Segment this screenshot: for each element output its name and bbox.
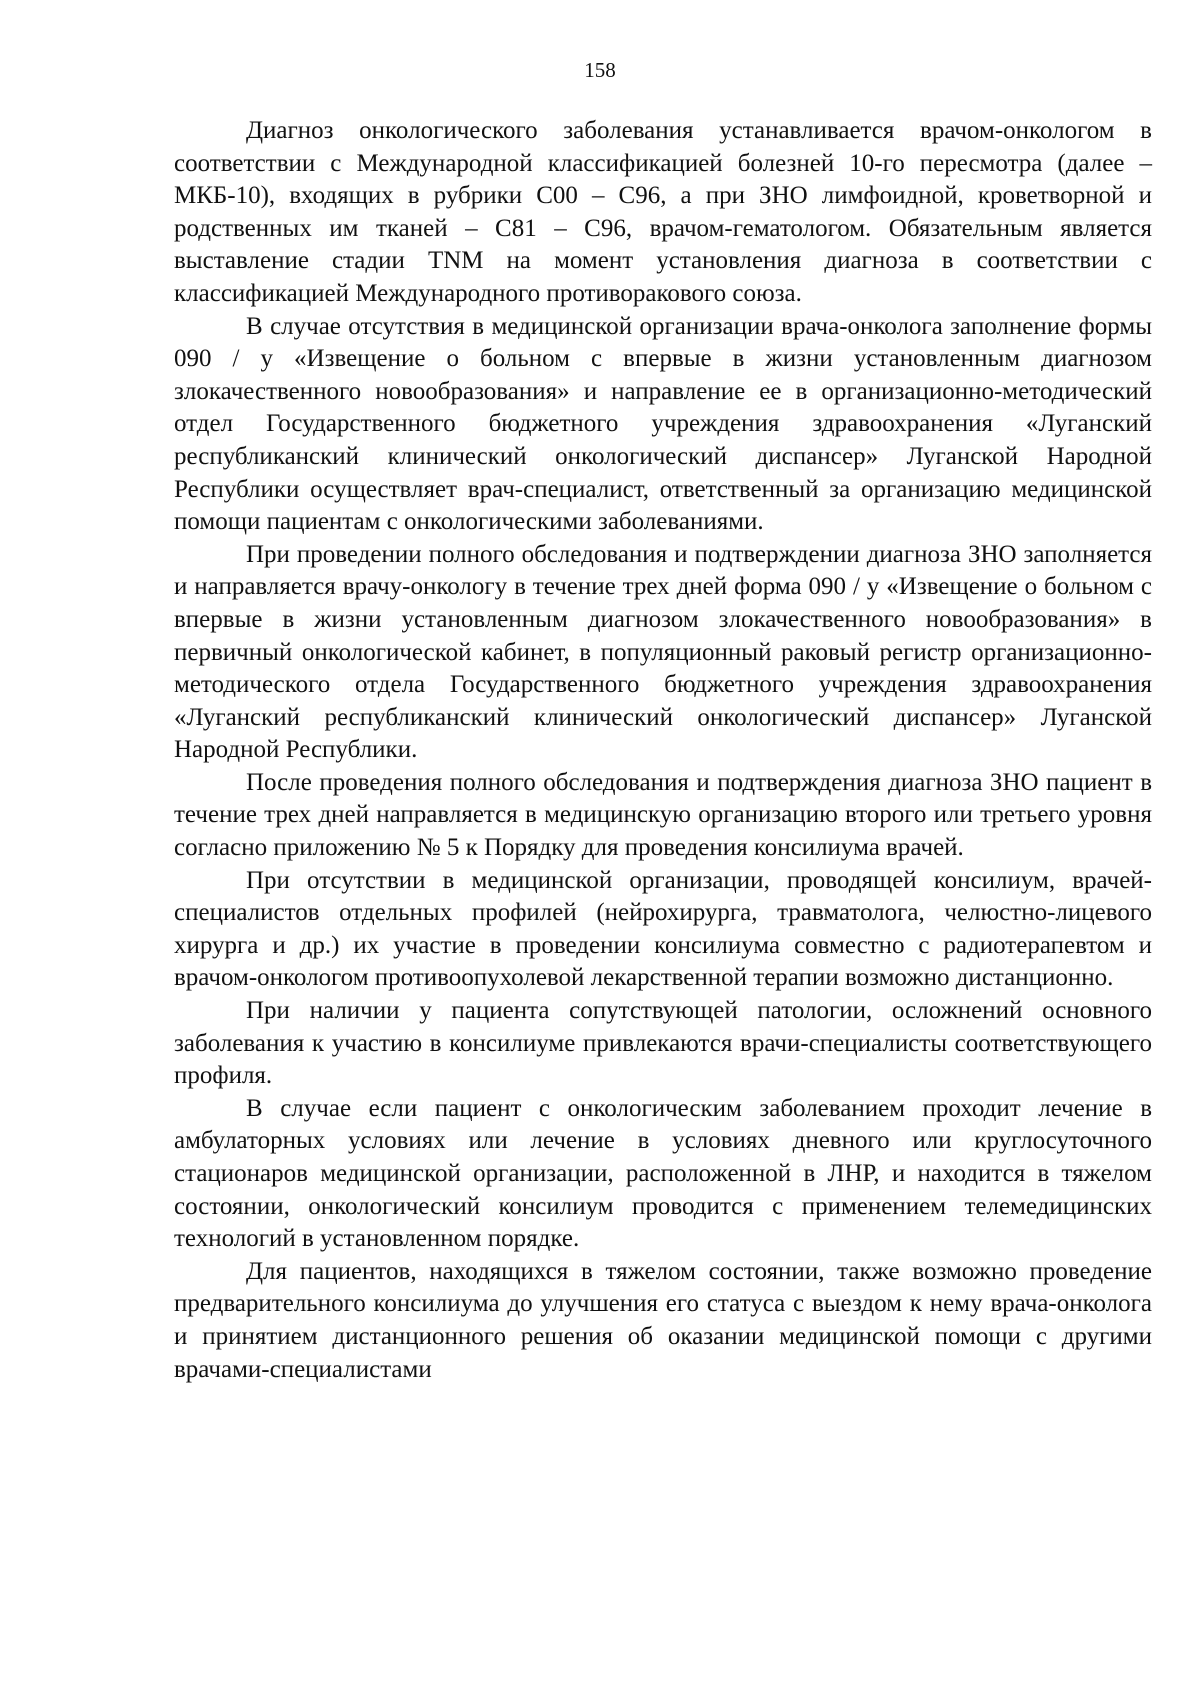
paragraph-comorbidity: При наличии у пациента сопутствующей патологии, осложнений основного заболевания к участию в консилиуме привлекаются врачи-специалисты соответствующего профиля.: [174, 997, 1152, 1090]
paragraph-remote-participation: При отсутствии в медицинской организации, проводящей консилиум, врачей-специалистов отдельных профилей (нейрохирурга, травматолога, челюстно-лицевого хирурга и др.) их участие в проведении консилиума совместно с радиотерапевтом и врачом-онкологом противоопухолевой лекарственной терапии возможно дистанционно.: [174, 866, 1152, 992]
paragraph-notification-form: В случае отсутствия в медицинской организации врача-онколога заполнение формы 090 / у «Извещение о больном с впервые в жизни установленным диагнозом злокачественного новообразования» и направление ее в организационно-методический отдел Государственного бюджетного учреждения здравоохранения «Луганский республиканский клинический онкологический диспансер» Луганской Народной Республики осуществляет врач-специалист, ответственный за организацию медицинской помощи пациентам с онкологическими заболеваниями.: [174, 312, 1152, 536]
paragraph-full-examination: При проведении полного обследования и подтверждении диагноза ЗНО заполняется и направляется врачу-онкологу в течение трех дней форма 090 / у «Извещение о больном с впервые в жизни установленным диагнозом злокачественного новообразования» в первичный онкологической кабинет, в популяционный раковый регистр организационно-методического отдела Государственного бюджетного учреждения здравоохранения «Луганский республиканский клинический онкологический диспансер» Луганской Народной Республики.: [174, 540, 1152, 764]
paragraph-diagnosis: Диагноз онкологического заболевания устанавливается врачом-онкологом в соответствии с Международной классификацией болезней 10-го пересмотра (далее – МКБ-10), входящих в рубрики С00 – С96, а при ЗНО лимфоидной, кроветворной и родственных им тканей – С81 – С96, врачом-гематологом. Обязательным является выставление стадии TNM на момент установления диагноза в соответствии с классификацией Международного противоракового союза.: [174, 117, 1152, 307]
paragraph-referral: После проведения полного обследования и подтверждения диагноза ЗНО пациент в течение трех дней направляется в медицинскую организацию второго или третьего уровня согласно приложению № 5 к Порядку для проведения консилиума врачей.: [174, 768, 1152, 862]
paragraph-telemedicine: В случае если пациент с онкологическим заболеванием проходит лечение в амбулаторных условиях или лечение в условиях дневного или круглосуточного стационаров медицинской организации, расположенной в ЛНР, и находится в тяжелом состоянии, онкологический консилиум проводится с применением телемедицинских технологий в установленном порядке.: [174, 1094, 1152, 1253]
body-text: [174, 115, 1152, 1386]
paragraph-preliminary-council: Для пациентов, находящихся в тяжелом состоянии, также возможно проведение предварительного консилиума до улучшения его статуса с выездом к нему врача-онколога и принятием дистанционного решения об оказании медицинской помощи с другими врачами-специалистами: [174, 1257, 1152, 1383]
page-number: 158: [584, 58, 616, 82]
